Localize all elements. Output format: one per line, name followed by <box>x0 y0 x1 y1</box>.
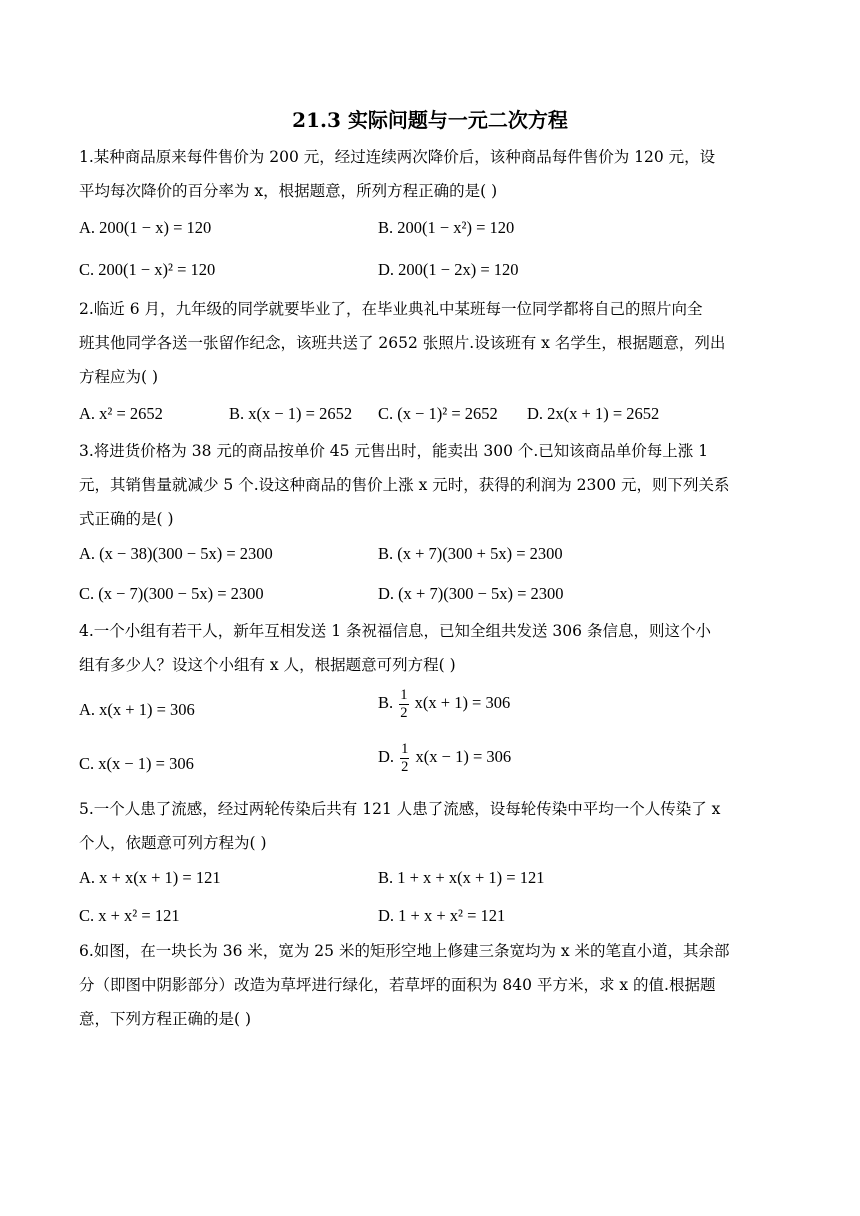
question-1-option-a: A. 200(1 − x) = 120 <box>79 218 212 237</box>
question-5-option-b: B. 1 + x + x(x + 1) = 121 <box>378 868 545 887</box>
option-b-label: B. <box>378 692 394 712</box>
question-2-line-3: 方程应为( ) <box>79 368 159 386</box>
question-2-option-b: B. x(x − 1) = 2652 <box>229 404 353 423</box>
question-2-option-a: A. x² = 2652 <box>79 404 163 423</box>
question-1-option-d: D. 200(1 − 2x) = 120 <box>378 260 519 279</box>
fraction-denominator: 2 <box>401 758 409 775</box>
question-3-option-b: B. (x + 7)(300 + 5x) = 2300 <box>378 544 563 563</box>
question-5-line-2: 个人，依题意可列方程为( ) <box>79 834 267 852</box>
question-5-option-a: A. x + x(x + 1) = 121 <box>79 868 221 887</box>
question-1-line-1: 1.某种商品原来每件售价为 200 元，经过连续两次降价后，该种商品每件售价为 120 元，设 <box>79 148 716 166</box>
question-4-option-d <box>378 742 511 774</box>
question-3-option-d: D. (x + 7)(300 − 5x) = 2300 <box>378 584 564 603</box>
question-3-line-1: 3.将进货价格为 38 元的商品按单价 45 元售出时，能卖出 300 个.已知该商品单价每上涨 1 <box>79 442 709 460</box>
question-3-option-a: A. (x − 38)(300 − 5x) = 2300 <box>79 544 273 563</box>
question-2-line-1: 2.临近 6 月，九年级的同学就要毕业了，在毕业典礼中某班每一位同学都将自己的照片向全 <box>79 300 703 318</box>
question-2-line-2: 班其他同学各送一张留作纪念，该班共送了 2652 张照片.设该班有 x 名学生，根据题意，列出 <box>79 334 726 352</box>
one-half-fraction <box>400 742 409 774</box>
fraction-numerator: 1 <box>400 687 408 703</box>
option-d-expression: x(x − 1) = 306 <box>415 746 512 766</box>
question-1-option-c: C. 200(1 − x)² = 120 <box>79 260 216 279</box>
question-4-line-1: 4.一个小组有若干人，新年互相发送 1 条祝福信息，已知全组共发送 306 条信息，则这个小 <box>79 622 711 640</box>
question-5-option-c: C. x + x² = 121 <box>79 906 180 925</box>
question-4-option-c: C. x(x − 1) = 306 <box>79 754 194 773</box>
option-b-expression: x(x + 1) = 306 <box>414 692 511 712</box>
fraction-denominator: 2 <box>400 704 408 721</box>
question-4-option-b <box>378 688 510 720</box>
question-4-line-2: 组有多少人？设这个小组有 x 人，根据题意可列方程( ) <box>79 656 456 674</box>
question-1-line-2: 平均每次降价的百分率为 x，根据题意，所列方程正确的是( ) <box>79 182 498 200</box>
question-6-line-2: 分（即图中阴影部分）改造为草坪进行绿化，若草坪的面积为 840 平方米，求 x 的值.根据题 <box>79 976 716 994</box>
fraction-numerator: 1 <box>401 741 409 757</box>
question-5-option-d: D. 1 + x + x² = 121 <box>378 906 506 925</box>
question-4-option-a: A. x(x + 1) = 306 <box>79 700 195 719</box>
question-2-option-d: D. 2x(x + 1) = 2652 <box>527 404 660 423</box>
question-2-option-c: C. (x − 1)² = 2652 <box>378 404 498 423</box>
question-5-line-1: 5.一个人患了流感，经过两轮传染后共有 121 人患了流感，设每轮传染中平均一个人传染了 x <box>79 800 721 818</box>
page-title: 21.3 实际问题与一元二次方程 <box>292 108 568 132</box>
one-half-fraction <box>399 688 408 720</box>
question-3-line-3: 式正确的是( ) <box>79 510 174 528</box>
option-d-label: D. <box>378 746 395 766</box>
question-6-line-3: 意，下列方程正确的是( ) <box>79 1010 252 1028</box>
question-3-line-2: 元，其销售量就减少 5 个.设这种商品的售价上涨 x 元时，获得的利润为 2300 元，则下列关系 <box>79 476 730 494</box>
question-6-line-1: 6.如图，在一块长为 36 米，宽为 25 米的矩形空地上修建三条宽均为 x 米的笔直小道，其余部 <box>79 942 730 960</box>
question-3-option-c: C. (x − 7)(300 − 5x) = 2300 <box>79 584 264 603</box>
question-1-option-b: B. 200(1 − x²) = 120 <box>378 218 515 237</box>
